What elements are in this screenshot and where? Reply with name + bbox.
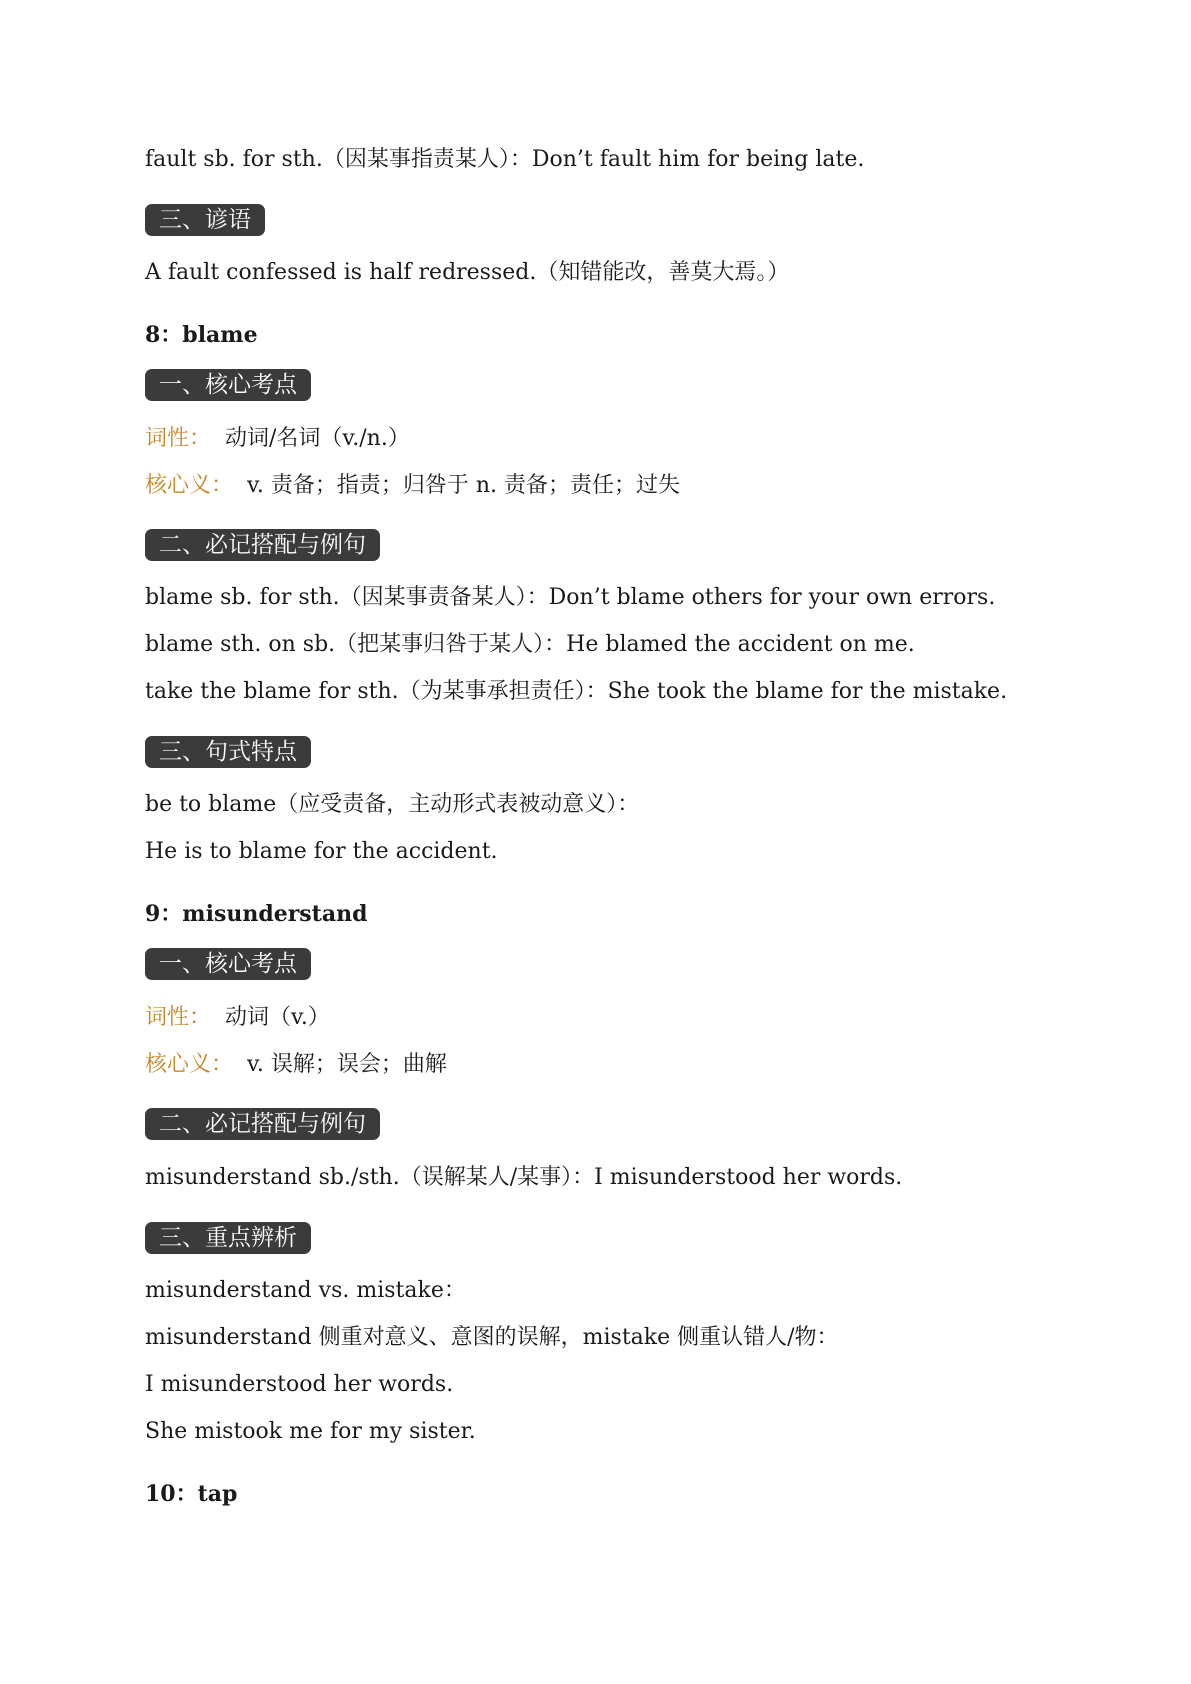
blame-pattern-line: be to blame（应受责备，主动形式表被动意义）： xyxy=(145,792,640,817)
mis-example-2: She mistook me for my sister. xyxy=(145,1419,476,1444)
mis-phrase-line: misunderstand sb./sth.（误解某人/某事）：I misunderstood her words. xyxy=(145,1165,903,1190)
blame-phrase-3: take the blame for sth.（为某事承担责任）：She took the blame for the mistake. xyxy=(145,679,1008,704)
entry-heading-tap: 10：tap xyxy=(145,1481,238,1507)
blame-phrase-1: blame sb. for sth.（因某事责备某人）：Don’t blame others for your own errors. xyxy=(145,585,996,610)
mis-compare-line: misunderstand vs. mistake： xyxy=(145,1278,466,1303)
core-meaning-label: 核心义： xyxy=(145,1052,234,1077)
mis-meaning-line xyxy=(145,1051,447,1079)
pos-label: 词性： xyxy=(145,426,212,451)
section-tag-core: 一、核心考点 xyxy=(145,369,311,401)
core-meaning-label: 核心义： xyxy=(145,473,234,498)
pos-label: 词性： xyxy=(145,1005,212,1030)
mis-compare-detail-line: misunderstand 侧重对意义、意图的误解，mistake 侧重认错人/物： xyxy=(145,1325,839,1350)
blame-example-line: He is to blame for the accident. xyxy=(145,839,498,864)
mis-pos-value: 动词（v.） xyxy=(225,1005,330,1030)
blame-meaning-value: v. 责备；指责；归咎于 n. 责备；责任；过失 xyxy=(247,473,680,498)
section-tag-proverbs: 三、谚语 xyxy=(145,204,265,236)
section-tag-core: 一、核心考点 xyxy=(145,948,311,980)
blame-pos-value: 动词/名词（v./n.） xyxy=(225,426,410,451)
mis-pos-line xyxy=(145,1004,330,1032)
entry-heading-blame: 8：blame xyxy=(145,322,258,348)
section-tag-collocations: 二、必记搭配与例句 xyxy=(145,529,380,561)
blame-phrase-2: blame sth. on sb.（把某事归咎于某人）：He blamed the accident on me. xyxy=(145,632,915,657)
entry-heading-misunderstand: 9：misunderstand xyxy=(145,901,368,927)
section-tag-analysis: 三、重点辨析 xyxy=(145,1222,311,1254)
section-tag-sentence: 三、句式特点 xyxy=(145,736,311,768)
mis-meaning-value: v. 误解；误会；曲解 xyxy=(247,1052,447,1077)
fault-proverb-line: A fault confessed is half redressed.（知错能改，善莫大焉。） xyxy=(145,260,790,285)
mis-example-1: I misunderstood her words. xyxy=(145,1372,454,1397)
fault-phrase-line: fault sb. for sth.（因某事指责某人）：Don’t fault him for being late. xyxy=(145,147,865,172)
blame-pos-line xyxy=(145,425,410,453)
section-tag-collocations: 二、必记搭配与例句 xyxy=(145,1108,380,1140)
blame-meaning-line xyxy=(145,472,680,500)
